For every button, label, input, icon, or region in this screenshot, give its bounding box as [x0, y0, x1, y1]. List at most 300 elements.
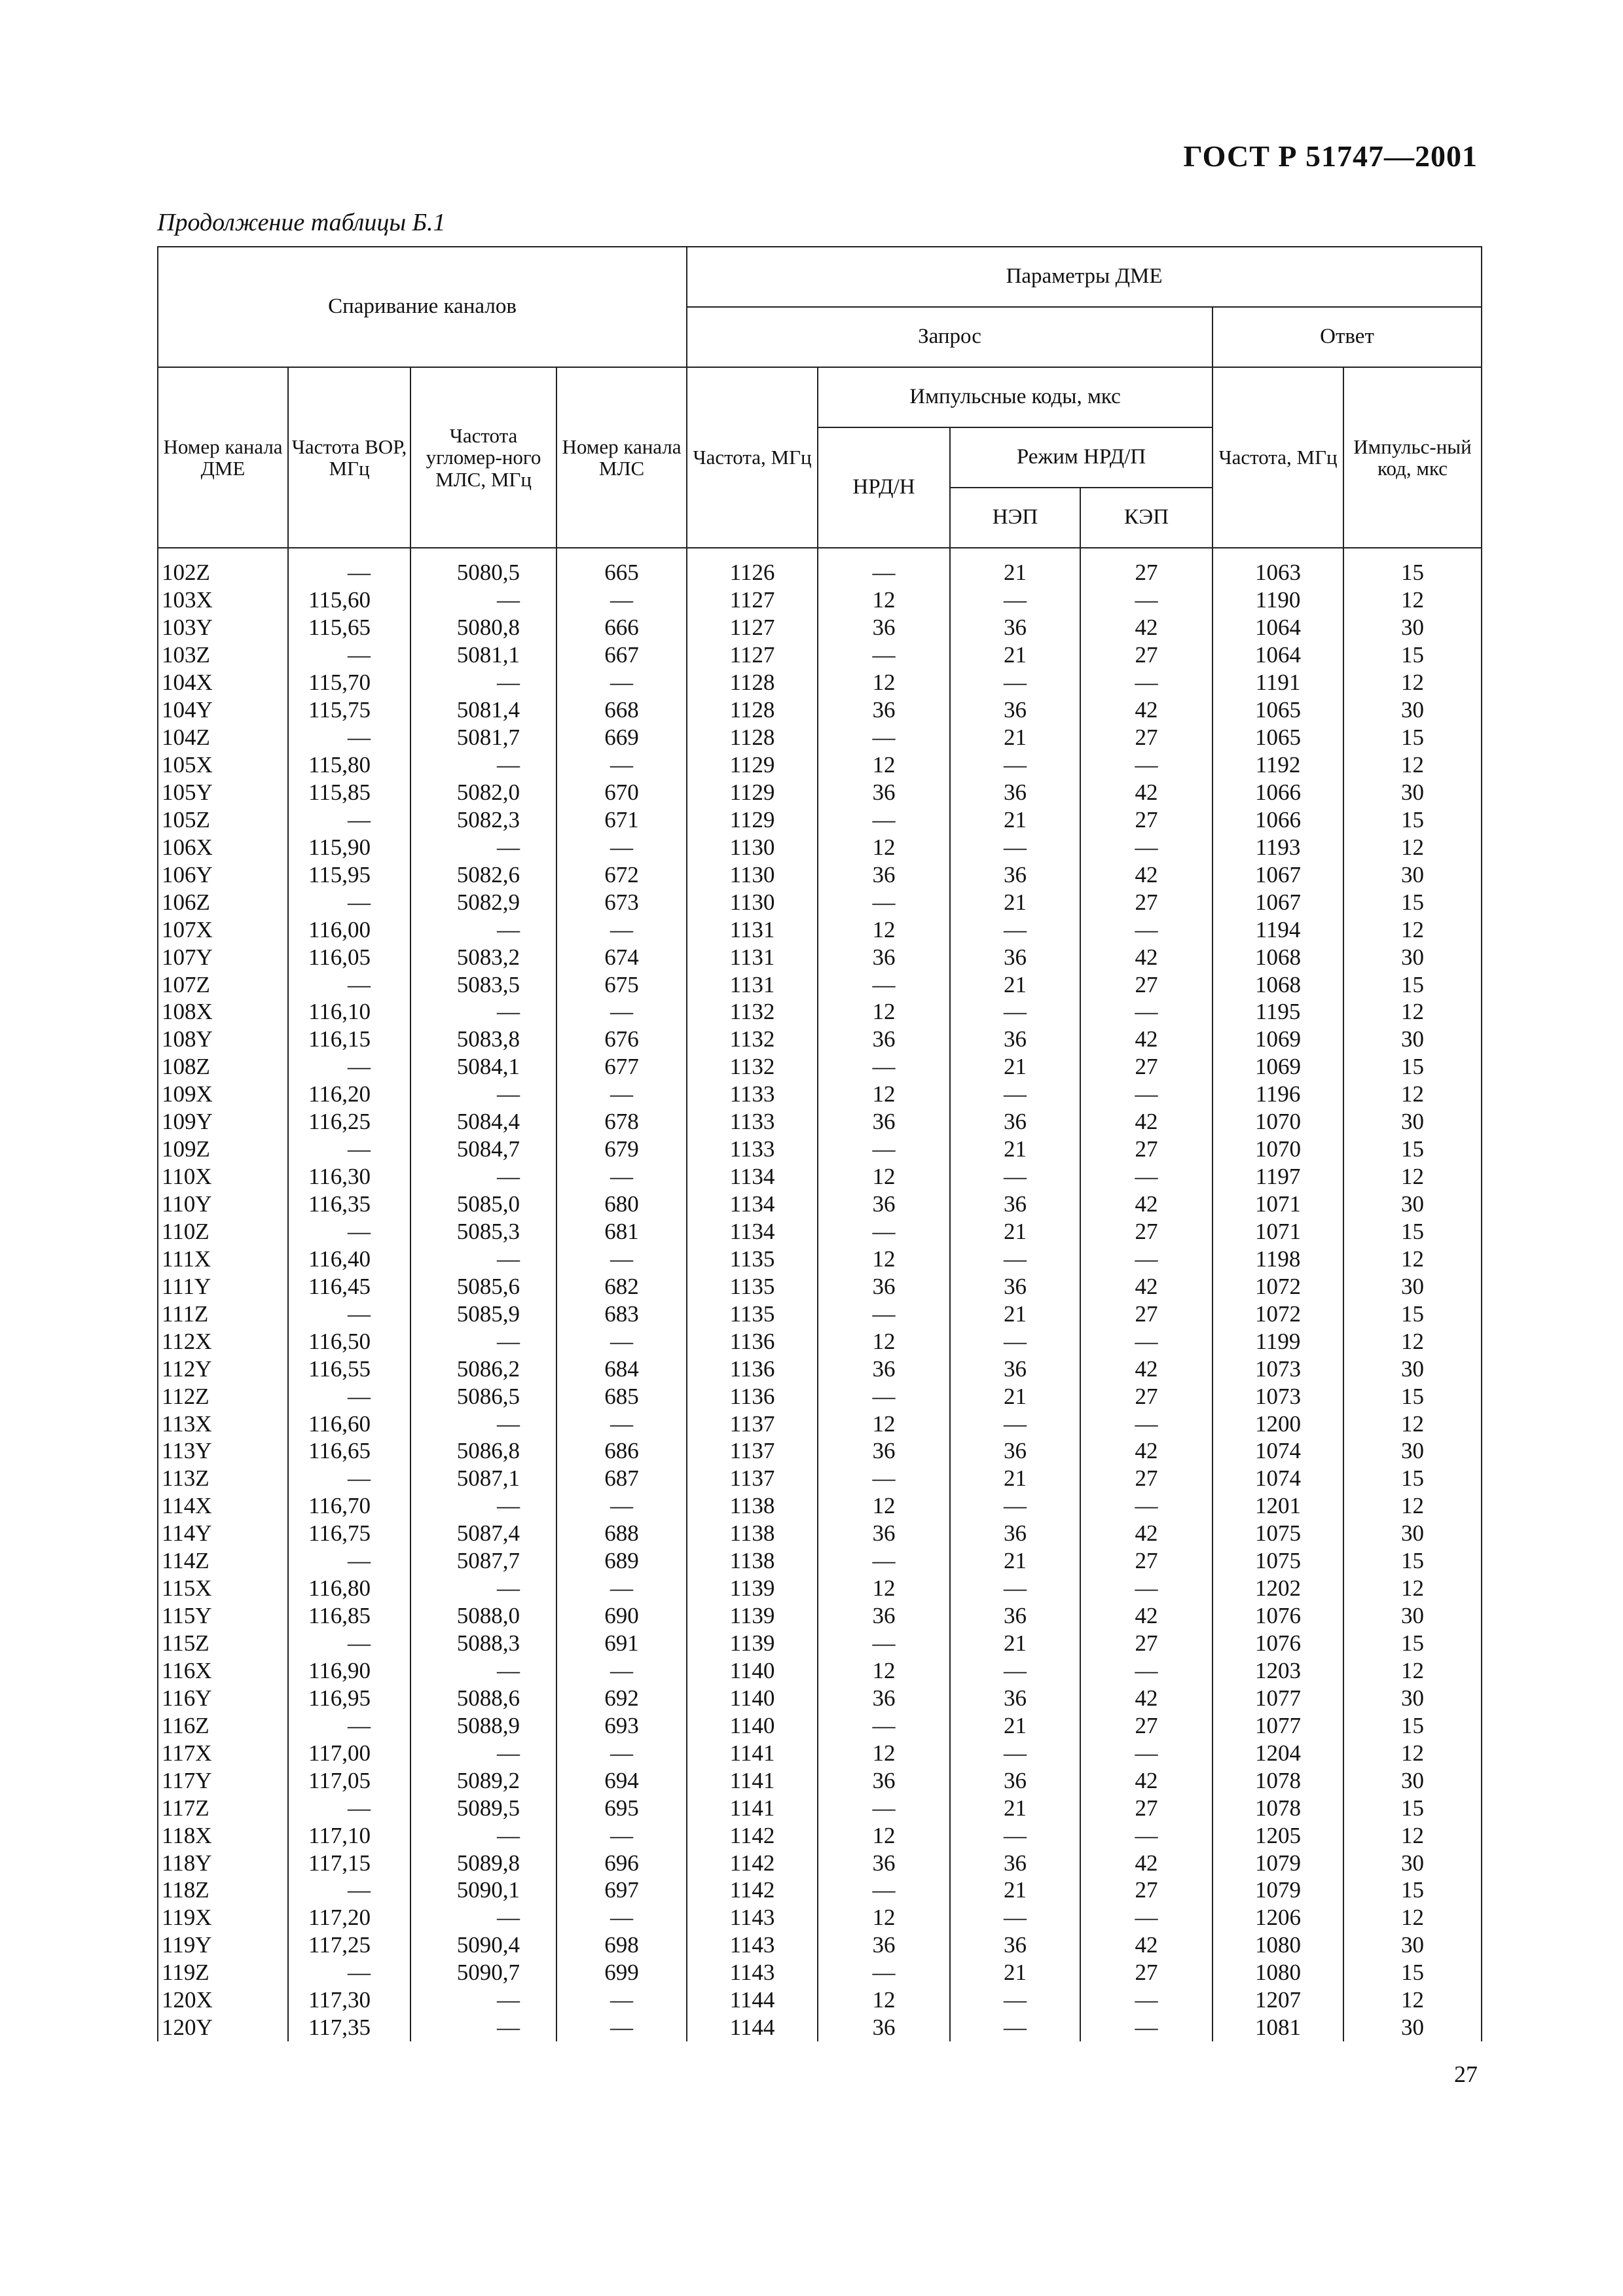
cell-request-frequency: 1127	[687, 614, 818, 641]
cell-mls-channel: —	[556, 2014, 687, 2041]
cell-request-frequency: 1133	[687, 1108, 818, 1136]
cell-mls-channel: —	[556, 1904, 687, 1931]
cell-vor-frequency: —	[288, 888, 410, 916]
cell-reply-pulse-code: 30	[1343, 1602, 1482, 1630]
cell-nrd-n: 36	[818, 614, 950, 641]
cell-reply-frequency: 1205	[1213, 1821, 1343, 1849]
cell-vor-frequency: 116,95	[288, 1684, 410, 1712]
cell-kep: —	[1080, 998, 1213, 1026]
table-row	[158, 1712, 1482, 1739]
cell-dme-channel: 110Y	[158, 1191, 288, 1218]
cell-mls-channel: —	[556, 1492, 687, 1520]
cell-vor-frequency: 116,20	[288, 1081, 410, 1108]
cell-reply-pulse-code: 12	[1343, 1904, 1482, 1931]
cell-nep: —	[950, 586, 1080, 614]
cell-nep: 36	[950, 1931, 1080, 1959]
header-dme-channel: Номер канала ДМЕ	[158, 367, 288, 548]
cell-nrd-n: —	[818, 1053, 950, 1081]
cell-dme-channel: 106Z	[158, 888, 288, 916]
cell-nrd-n: 12	[818, 1081, 950, 1108]
cell-nrd-n: 12	[818, 1410, 950, 1437]
cell-reply-pulse-code: 15	[1343, 1218, 1482, 1246]
cell-reply-frequency: 1075	[1213, 1547, 1343, 1575]
cell-nrd-n: 12	[818, 1327, 950, 1355]
cell-dme-channel: 118Z	[158, 1876, 288, 1904]
cell-reply-frequency: 1079	[1213, 1876, 1343, 1904]
cell-mls-angle-frequency: 5087,7	[410, 1547, 556, 1575]
cell-nep: —	[950, 1492, 1080, 1520]
cell-nep: 21	[950, 1630, 1080, 1657]
cell-reply-frequency: 1074	[1213, 1437, 1343, 1465]
cell-dme-channel: 120Y	[158, 2014, 288, 2041]
cell-kep: 42	[1080, 1849, 1213, 1876]
cell-vor-frequency: —	[288, 1382, 410, 1410]
cell-nrd-n: —	[818, 1382, 950, 1410]
cell-vor-frequency: 116,15	[288, 1026, 410, 1053]
cell-kep: —	[1080, 1739, 1213, 1767]
cell-reply-pulse-code: 12	[1343, 586, 1482, 614]
cell-vor-frequency: 115,60	[288, 586, 410, 614]
cell-kep: 27	[1080, 1712, 1213, 1739]
table-row	[158, 1794, 1482, 1821]
cell-mls-channel: 693	[556, 1712, 687, 1739]
cell-mls-angle-frequency: —	[410, 1904, 556, 1931]
cell-dme-channel: 120X	[158, 1986, 288, 2014]
table-row	[158, 724, 1482, 751]
cell-mls-channel: 687	[556, 1465, 687, 1492]
cell-nep: 21	[950, 1136, 1080, 1163]
cell-nrd-n: 12	[818, 1492, 950, 1520]
table-row	[158, 1959, 1482, 1986]
cell-reply-pulse-code: 12	[1343, 1657, 1482, 1685]
table-row	[158, 1575, 1482, 1602]
cell-dme-channel: 102Z	[158, 548, 288, 586]
cell-request-frequency: 1130	[687, 888, 818, 916]
table-row	[158, 779, 1482, 806]
cell-reply-frequency: 1068	[1213, 971, 1343, 998]
cell-nep: 36	[950, 1108, 1080, 1136]
cell-nep: —	[950, 1081, 1080, 1108]
cell-kep: 42	[1080, 1767, 1213, 1794]
cell-reply-pulse-code: 12	[1343, 1739, 1482, 1767]
cell-mls-angle-frequency: 5088,6	[410, 1684, 556, 1712]
cell-mls-angle-frequency: 5088,0	[410, 1602, 556, 1630]
cell-vor-frequency: 117,30	[288, 1986, 410, 2014]
cell-kep: 42	[1080, 779, 1213, 806]
cell-vor-frequency: 115,80	[288, 751, 410, 779]
cell-mls-channel: 672	[556, 861, 687, 888]
cell-dme-channel: 105Z	[158, 806, 288, 833]
cell-kep: 27	[1080, 1959, 1213, 1986]
cell-nep: 21	[950, 806, 1080, 833]
cell-dme-channel: 109X	[158, 1081, 288, 1108]
cell-reply-pulse-code: 12	[1343, 916, 1482, 943]
cell-kep: 27	[1080, 641, 1213, 669]
cell-nrd-n: —	[818, 806, 950, 833]
cell-request-frequency: 1138	[687, 1520, 818, 1547]
cell-nrd-n: 36	[818, 1355, 950, 1382]
cell-vor-frequency: 116,10	[288, 998, 410, 1026]
cell-kep: 27	[1080, 971, 1213, 998]
cell-mls-angle-frequency: 5080,5	[410, 548, 556, 586]
cell-mls-channel: —	[556, 586, 687, 614]
cell-vor-frequency: —	[288, 1053, 410, 1081]
cell-nep: 21	[950, 641, 1080, 669]
table-row	[158, 1355, 1482, 1382]
cell-dme-channel: 108X	[158, 998, 288, 1026]
cell-reply-frequency: 1074	[1213, 1465, 1343, 1492]
cell-reply-frequency: 1204	[1213, 1739, 1343, 1767]
cell-nrd-n: —	[818, 1959, 950, 1986]
cell-request-frequency: 1134	[687, 1191, 818, 1218]
cell-vor-frequency: 116,60	[288, 1410, 410, 1437]
cell-nrd-n: 12	[818, 1575, 950, 1602]
cell-mls-channel: 680	[556, 1191, 687, 1218]
cell-dme-channel: 104Y	[158, 696, 288, 724]
cell-mls-angle-frequency: 5090,7	[410, 1959, 556, 1986]
cell-reply-pulse-code: 15	[1343, 1136, 1482, 1163]
cell-dme-channel: 106X	[158, 833, 288, 861]
cell-mls-channel: —	[556, 1410, 687, 1437]
cell-nrd-n: 36	[818, 696, 950, 724]
cell-reply-pulse-code: 15	[1343, 1465, 1482, 1492]
cell-kep: 27	[1080, 1465, 1213, 1492]
cell-mls-angle-frequency: 5087,4	[410, 1520, 556, 1547]
cell-nep: 21	[950, 1959, 1080, 1986]
cell-request-frequency: 1139	[687, 1630, 818, 1657]
cell-nrd-n: —	[818, 1794, 950, 1821]
cell-kep: 42	[1080, 1108, 1213, 1136]
cell-reply-frequency: 1207	[1213, 1986, 1343, 2014]
table-row	[158, 1739, 1482, 1767]
header-request-frequency: Частота, МГц	[687, 367, 818, 548]
cell-mls-channel: —	[556, 998, 687, 1026]
cell-kep: —	[1080, 1245, 1213, 1272]
cell-nrd-n: —	[818, 1547, 950, 1575]
cell-nrd-n: —	[818, 548, 950, 586]
table-row	[158, 916, 1482, 943]
cell-request-frequency: 1128	[687, 724, 818, 751]
cell-dme-channel: 107Y	[158, 943, 288, 971]
cell-mls-channel: 665	[556, 548, 687, 586]
cell-reply-pulse-code: 12	[1343, 1821, 1482, 1849]
table-row	[158, 861, 1482, 888]
cell-reply-frequency: 1072	[1213, 1300, 1343, 1327]
cell-kep: 42	[1080, 1026, 1213, 1053]
cell-request-frequency: 1131	[687, 916, 818, 943]
cell-dme-channel: 118Y	[158, 1849, 288, 1876]
cell-dme-channel: 114Z	[158, 1547, 288, 1575]
cell-mls-angle-frequency: —	[410, 1163, 556, 1191]
cell-nep: 36	[950, 779, 1080, 806]
cell-request-frequency: 1144	[687, 1986, 818, 2014]
cell-nrd-n: —	[818, 888, 950, 916]
cell-mls-angle-frequency: 5089,2	[410, 1767, 556, 1794]
cell-kep: 27	[1080, 1794, 1213, 1821]
cell-kep: —	[1080, 1657, 1213, 1685]
cell-mls-angle-frequency: 5084,7	[410, 1136, 556, 1163]
cell-mls-channel: 683	[556, 1300, 687, 1327]
cell-nep: 21	[950, 1382, 1080, 1410]
cell-dme-channel: 107X	[158, 916, 288, 943]
cell-mls-channel: 697	[556, 1876, 687, 1904]
header-pulse-codes: Импульсные коды, мкс	[818, 367, 1213, 427]
cell-reply-pulse-code: 15	[1343, 1053, 1482, 1081]
cell-request-frequency: 1132	[687, 1026, 818, 1053]
cell-vor-frequency: —	[288, 1959, 410, 1986]
cell-kep: 42	[1080, 1355, 1213, 1382]
cell-reply-pulse-code: 30	[1343, 1767, 1482, 1794]
cell-mls-angle-frequency: 5081,7	[410, 724, 556, 751]
cell-vor-frequency: 116,90	[288, 1657, 410, 1685]
cell-nrd-n: 12	[818, 586, 950, 614]
cell-mls-channel: 692	[556, 1684, 687, 1712]
cell-vor-frequency: —	[288, 548, 410, 586]
cell-dme-channel: 109Y	[158, 1108, 288, 1136]
header-kep: КЭП	[1080, 488, 1213, 548]
table-row	[158, 998, 1482, 1026]
cell-mls-angle-frequency: —	[410, 1245, 556, 1272]
cell-mls-angle-frequency: —	[410, 1657, 556, 1685]
cell-dme-channel: 117Z	[158, 1794, 288, 1821]
cell-kep: 42	[1080, 696, 1213, 724]
cell-reply-pulse-code: 12	[1343, 1163, 1482, 1191]
cell-mls-channel: 671	[556, 806, 687, 833]
cell-mls-channel: —	[556, 1245, 687, 1272]
cell-mls-angle-frequency: —	[410, 998, 556, 1026]
cell-nrd-n: 36	[818, 1191, 950, 1218]
cell-mls-channel: 666	[556, 614, 687, 641]
table-row	[158, 1272, 1482, 1300]
cell-vor-frequency: —	[288, 641, 410, 669]
cell-vor-frequency: 116,75	[288, 1520, 410, 1547]
cell-request-frequency: 1139	[687, 1602, 818, 1630]
cell-reply-pulse-code: 30	[1343, 1849, 1482, 1876]
table-row	[158, 1904, 1482, 1931]
cell-reply-frequency: 1073	[1213, 1355, 1343, 1382]
cell-reply-pulse-code: 15	[1343, 548, 1482, 586]
cell-nrd-n: 36	[818, 779, 950, 806]
cell-nep: 36	[950, 1355, 1080, 1382]
cell-reply-frequency: 1080	[1213, 1931, 1343, 1959]
cell-nrd-n: 12	[818, 1163, 950, 1191]
cell-dme-channel: 116Z	[158, 1712, 288, 1739]
table-row	[158, 1245, 1482, 1272]
cell-vor-frequency: —	[288, 1465, 410, 1492]
table-row	[158, 806, 1482, 833]
cell-vor-frequency: —	[288, 1136, 410, 1163]
cell-reply-pulse-code: 30	[1343, 1355, 1482, 1382]
cell-mls-angle-frequency: 5087,1	[410, 1465, 556, 1492]
cell-kep: 42	[1080, 1191, 1213, 1218]
cell-reply-frequency: 1077	[1213, 1684, 1343, 1712]
cell-nrd-n: —	[818, 1630, 950, 1657]
cell-dme-channel: 113Y	[158, 1437, 288, 1465]
cell-kep: 42	[1080, 861, 1213, 888]
cell-vor-frequency: 116,35	[288, 1191, 410, 1218]
cell-vor-frequency: 116,05	[288, 943, 410, 971]
table-row	[158, 1163, 1482, 1191]
cell-request-frequency: 1135	[687, 1272, 818, 1300]
cell-reply-pulse-code: 15	[1343, 641, 1482, 669]
cell-dme-channel: 105X	[158, 751, 288, 779]
cell-dme-channel: 115Y	[158, 1602, 288, 1630]
cell-nrd-n: —	[818, 641, 950, 669]
cell-mls-channel: 684	[556, 1355, 687, 1382]
cell-kep: —	[1080, 2014, 1213, 2041]
cell-vor-frequency: 116,45	[288, 1272, 410, 1300]
cell-kep: —	[1080, 1163, 1213, 1191]
cell-reply-pulse-code: 30	[1343, 1026, 1482, 1053]
channel-table	[157, 246, 1482, 2041]
cell-reply-pulse-code: 12	[1343, 1245, 1482, 1272]
cell-dme-channel: 119Z	[158, 1959, 288, 1986]
cell-request-frequency: 1140	[687, 1712, 818, 1739]
cell-mls-channel: 677	[556, 1053, 687, 1081]
cell-nrd-n: 12	[818, 1821, 950, 1849]
cell-request-frequency: 1138	[687, 1547, 818, 1575]
cell-nep: 21	[950, 1794, 1080, 1821]
cell-mls-angle-frequency: 5082,9	[410, 888, 556, 916]
cell-request-frequency: 1141	[687, 1767, 818, 1794]
table-row	[158, 1218, 1482, 1246]
cell-mls-angle-frequency: 5088,9	[410, 1712, 556, 1739]
cell-vor-frequency: 116,50	[288, 1327, 410, 1355]
cell-mls-channel: 669	[556, 724, 687, 751]
cell-request-frequency: 1130	[687, 861, 818, 888]
cell-mls-angle-frequency: 5084,1	[410, 1053, 556, 1081]
cell-kep: 42	[1080, 943, 1213, 971]
cell-reply-pulse-code: 12	[1343, 1986, 1482, 2014]
cell-request-frequency: 1142	[687, 1876, 818, 1904]
table-row	[158, 1767, 1482, 1794]
cell-dme-channel: 113X	[158, 1410, 288, 1437]
cell-mls-channel: —	[556, 1986, 687, 2014]
cell-kep: —	[1080, 1492, 1213, 1520]
cell-nrd-n: 36	[818, 943, 950, 971]
table-row	[158, 1520, 1482, 1547]
cell-reply-pulse-code: 15	[1343, 1547, 1482, 1575]
cell-reply-pulse-code: 12	[1343, 1575, 1482, 1602]
cell-reply-frequency: 1206	[1213, 1904, 1343, 1931]
cell-reply-frequency: 1064	[1213, 614, 1343, 641]
cell-nep: 36	[950, 1767, 1080, 1794]
cell-vor-frequency: 116,25	[288, 1108, 410, 1136]
table-row	[158, 696, 1482, 724]
cell-kep: 42	[1080, 1931, 1213, 1959]
table-row	[158, 1547, 1482, 1575]
cell-kep: 27	[1080, 1218, 1213, 1246]
cell-mls-angle-frequency: 5089,8	[410, 1849, 556, 1876]
cell-nrd-n: —	[818, 971, 950, 998]
cell-kep: —	[1080, 833, 1213, 861]
cell-nep: 36	[950, 1437, 1080, 1465]
cell-request-frequency: 1129	[687, 806, 818, 833]
table-row	[158, 669, 1482, 696]
cell-nep: 21	[950, 1465, 1080, 1492]
cell-vor-frequency: 115,95	[288, 861, 410, 888]
table-row	[158, 1465, 1482, 1492]
cell-mls-angle-frequency: —	[410, 833, 556, 861]
cell-request-frequency: 1128	[687, 669, 818, 696]
cell-nep: 36	[950, 943, 1080, 971]
cell-vor-frequency: 117,15	[288, 1849, 410, 1876]
cell-kep: —	[1080, 1986, 1213, 2014]
cell-dme-channel: 118X	[158, 1821, 288, 1849]
cell-nrd-n: 12	[818, 669, 950, 696]
cell-dme-channel: 103Z	[158, 641, 288, 669]
cell-vor-frequency: —	[288, 724, 410, 751]
cell-mls-angle-frequency: 5082,6	[410, 861, 556, 888]
cell-reply-frequency: 1077	[1213, 1712, 1343, 1739]
cell-nep: —	[950, 1657, 1080, 1685]
cell-nep: 21	[950, 971, 1080, 998]
table-row	[158, 1630, 1482, 1657]
cell-nrd-n: 36	[818, 1602, 950, 1630]
cell-vor-frequency: 117,00	[288, 1739, 410, 1767]
cell-mls-angle-frequency: 5080,8	[410, 614, 556, 641]
table-row	[158, 971, 1482, 998]
cell-dme-channel: 119X	[158, 1904, 288, 1931]
cell-mls-angle-frequency: 5086,2	[410, 1355, 556, 1382]
cell-mls-angle-frequency: 5085,0	[410, 1191, 556, 1218]
cell-reply-frequency: 1193	[1213, 833, 1343, 861]
cell-nep: 21	[950, 888, 1080, 916]
table-row	[158, 1986, 1482, 2014]
cell-mls-channel: —	[556, 1821, 687, 1849]
cell-mls-angle-frequency: 5090,4	[410, 1931, 556, 1959]
cell-reply-pulse-code: 30	[1343, 1684, 1482, 1712]
cell-reply-pulse-code: 12	[1343, 998, 1482, 1026]
cell-mls-angle-frequency: 5083,2	[410, 943, 556, 971]
cell-nep: —	[950, 998, 1080, 1026]
cell-reply-frequency: 1068	[1213, 943, 1343, 971]
cell-nrd-n: 36	[818, 1684, 950, 1712]
cell-dme-channel: 117X	[158, 1739, 288, 1767]
cell-mls-channel: —	[556, 1327, 687, 1355]
cell-reply-frequency: 1201	[1213, 1492, 1343, 1520]
cell-mls-angle-frequency: 5083,5	[410, 971, 556, 998]
cell-nep: 36	[950, 1026, 1080, 1053]
cell-reply-pulse-code: 15	[1343, 1876, 1482, 1904]
cell-mls-angle-frequency: 5084,4	[410, 1108, 556, 1136]
cell-dme-channel: 112X	[158, 1327, 288, 1355]
cell-nep: 36	[950, 1684, 1080, 1712]
cell-mls-channel: 674	[556, 943, 687, 971]
cell-dme-channel: 106Y	[158, 861, 288, 888]
document-id: ГОСТ Р 51747—2001	[1183, 139, 1478, 173]
cell-nep: 21	[950, 1053, 1080, 1081]
cell-reply-frequency: 1080	[1213, 1959, 1343, 1986]
cell-nrd-n: —	[818, 1218, 950, 1246]
table-row	[158, 1081, 1482, 1108]
cell-vor-frequency: 116,70	[288, 1492, 410, 1520]
cell-mls-angle-frequency: —	[410, 669, 556, 696]
cell-dme-channel: 103Y	[158, 614, 288, 641]
cell-nrd-n: 12	[818, 1904, 950, 1931]
cell-kep: —	[1080, 669, 1213, 696]
cell-kep: 42	[1080, 1684, 1213, 1712]
header-vor-frequency: Частота ВОР, МГц	[288, 367, 410, 548]
cell-nep: —	[950, 1163, 1080, 1191]
table-row	[158, 1849, 1482, 1876]
table-row	[158, 751, 1482, 779]
cell-reply-pulse-code: 30	[1343, 614, 1482, 641]
header-mode-nrd-p: Режим НРД/П	[950, 427, 1213, 488]
cell-request-frequency: 1143	[687, 1959, 818, 1986]
cell-kep: 27	[1080, 806, 1213, 833]
cell-reply-frequency: 1190	[1213, 586, 1343, 614]
